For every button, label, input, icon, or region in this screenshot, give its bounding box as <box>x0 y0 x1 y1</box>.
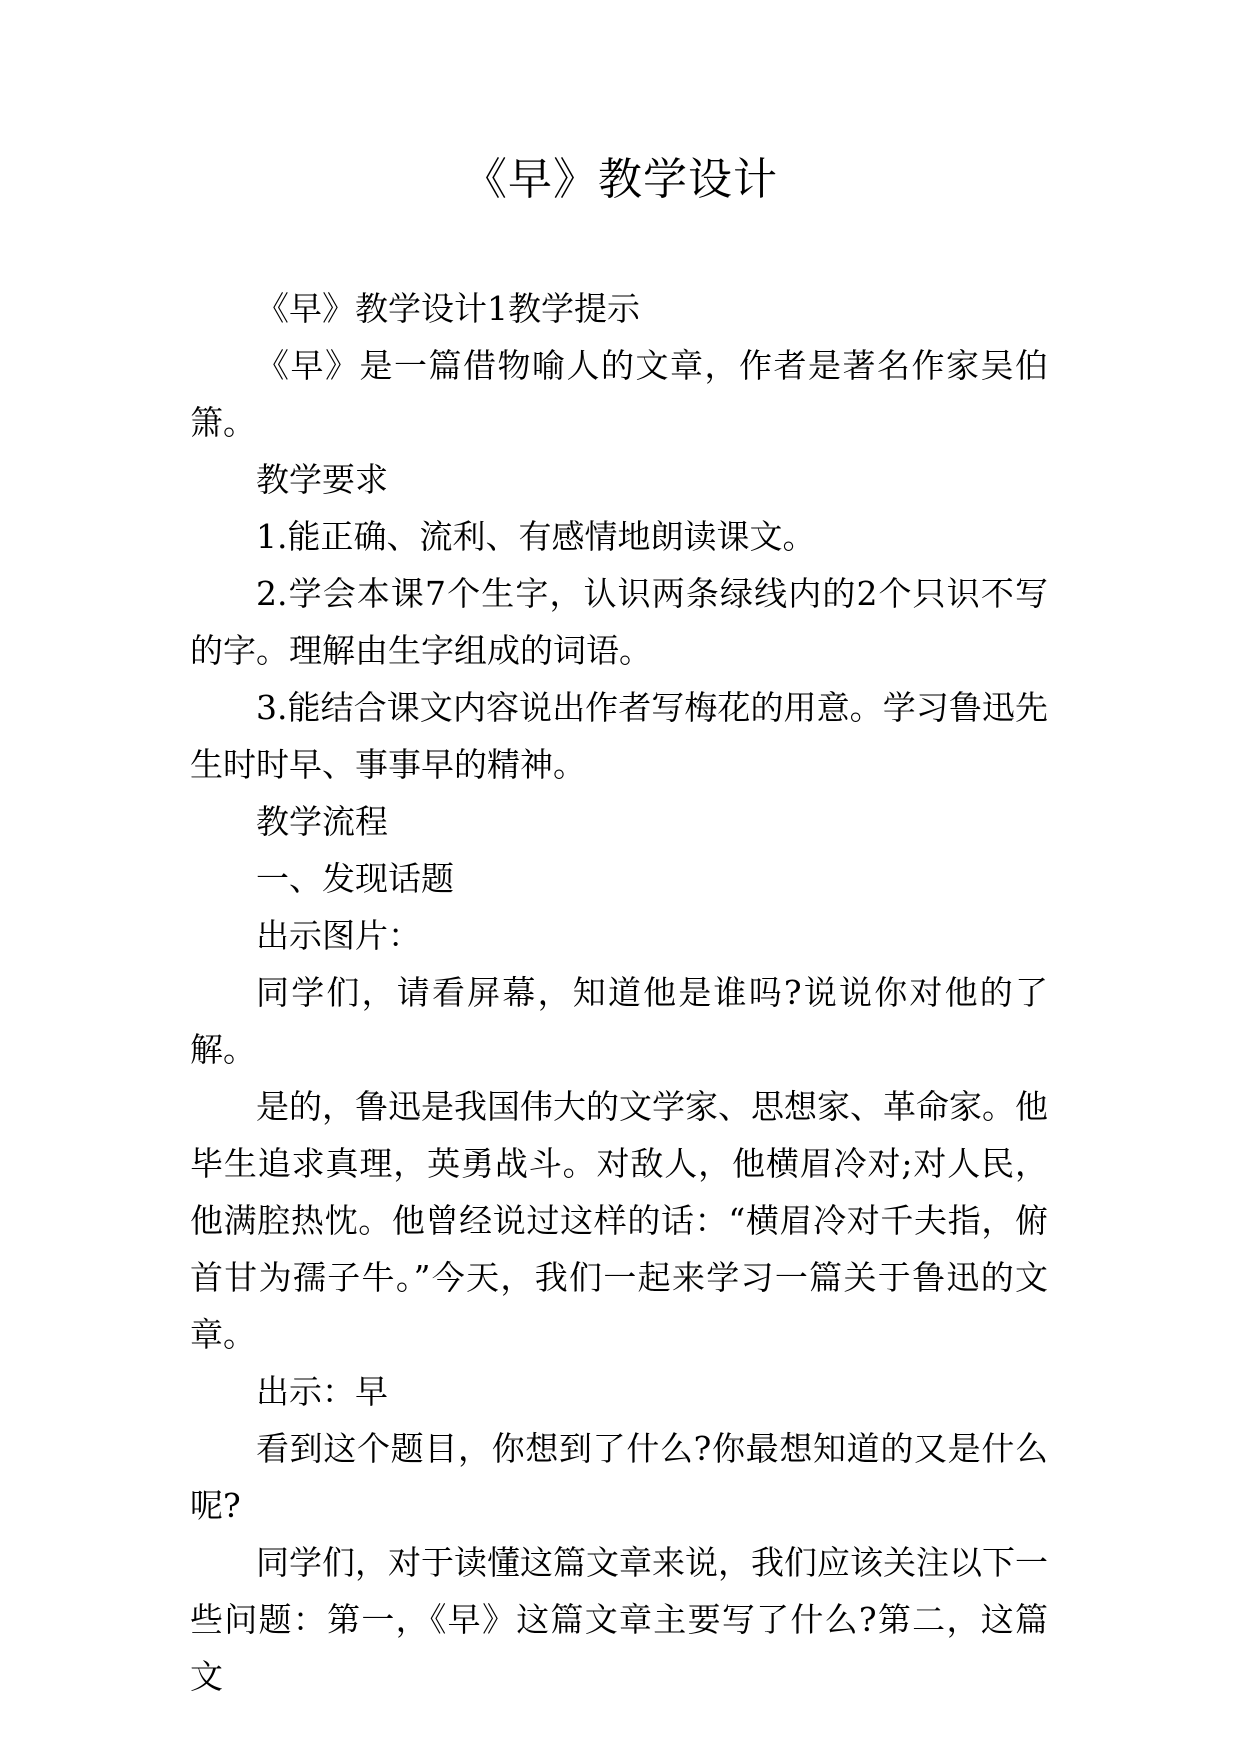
paragraph-intro: 《早》是一篇借物喻人的文章，作者是著名作家吴伯箫。 <box>190 346 1048 442</box>
heading-teaching-requirements: 教学要求 <box>256 460 388 499</box>
document-body <box>190 280 1048 1705</box>
heading-teaching-process: 教学流程 <box>256 802 388 841</box>
paragraph-show-picture: 出示图片： <box>256 916 421 955</box>
paragraph-show-title: 出示：早 <box>256 1372 388 1411</box>
document-title: 《早》教学设计 <box>463 154 778 205</box>
paragraph-luxun: 是的，鲁迅是我国伟大的文学家、思想家、革命家。他毕生追求真理，英勇战斗。对敌人，他横眉冷对;对人民，他满腔热忱。他曾经说过这样的话：“横眉冷对千夫指，俯首甘为孺子牛。”今天，我们一起来学习一篇关于鲁迅的文章。 <box>190 1087 1048 1354</box>
section-heading-1: 一、发现话题 <box>256 859 454 898</box>
requirement-item-3: 3.能结合课文内容说出作者写梅花的用意。学习鲁迅先生时时早、事事早的精神。 <box>190 688 1048 784</box>
paragraph-title-question: 看到这个题目，你想到了什么?你最想知道的又是什么呢? <box>190 1429 1048 1525</box>
paragraph-subtitle: 《早》教学设计1教学提示 <box>256 289 640 328</box>
requirement-item-1: 1.能正确、流利、有感情地朗读课文。 <box>256 517 816 556</box>
requirement-item-2: 2.学会本课7个生字，认识两条绿线内的2个只识不写的字。理解由生字组成的词语。 <box>190 574 1048 670</box>
paragraph-focus-questions: 同学们，对于读懂这篇文章来说，我们应该关注以下一些问题：第一，《早》这篇文章主要写了什么?第二，这篇文 <box>190 1543 1048 1696</box>
paragraph-question: 同学们，请看屏幕，知道他是谁吗?说说你对他的了解。 <box>190 973 1048 1069</box>
